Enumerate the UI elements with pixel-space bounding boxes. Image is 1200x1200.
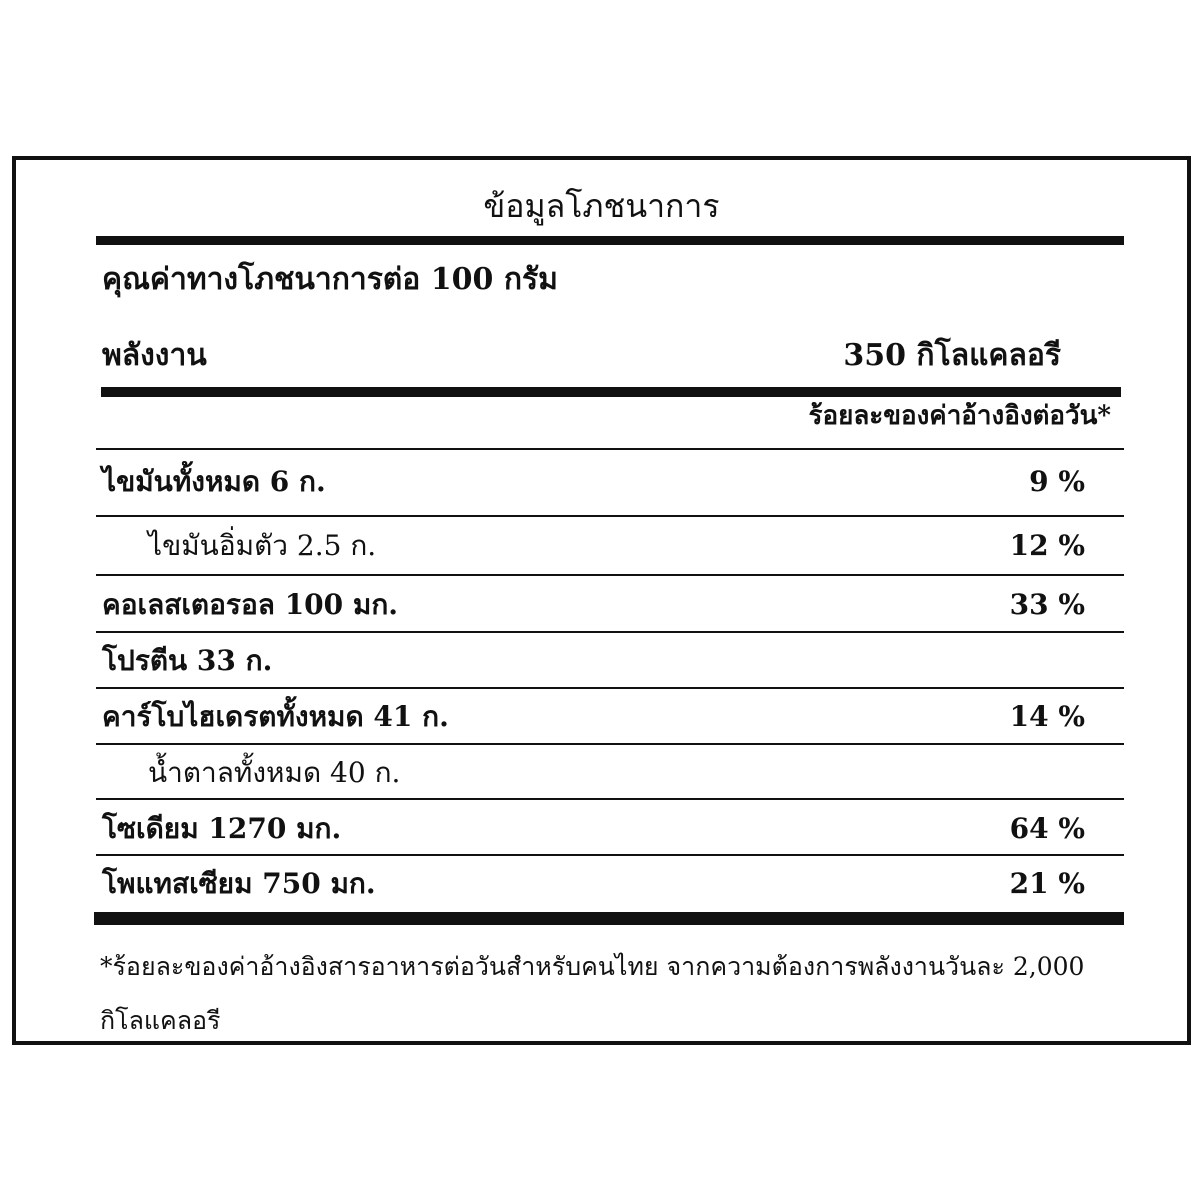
dv-total-fat: 9 %: [1029, 465, 1085, 498]
nutrient-protein: โปรตีน 33 ก.: [102, 644, 273, 677]
row-divider: [96, 798, 1124, 800]
dv-sodium: 64 %: [1009, 812, 1085, 845]
row-divider: [96, 448, 1124, 450]
footnote: *ร้อยละของค่าอ้างอิงสารอาหารต่อวันสำหรับคนไทย จากความต้องการพลังงานวันละ 2,000 กิโลแคลอรี: [100, 952, 1085, 1035]
nutrition-label: [12, 156, 1191, 1045]
dv-saturated-fat: 12 %: [1009, 529, 1085, 562]
row-divider: [96, 631, 1124, 633]
nutrient-saturated-fat: ไขมันอิ่มตัว 2.5 ก.: [148, 529, 377, 562]
row-divider: [96, 687, 1124, 689]
serving-size: คุณค่าทางโภชนาการต่อ 100 กรัม: [102, 262, 558, 297]
dv-total-carbohydrate: 14 %: [1009, 700, 1085, 733]
row-divider: [96, 574, 1124, 576]
nutrient-sodium: โซเดียม 1270 มก.: [102, 812, 342, 845]
row-divider: [96, 515, 1124, 517]
nutrient-total-carbohydrate: คาร์โบไฮเดรตทั้งหมด 41 ก.: [102, 700, 449, 733]
nutrient-total-sugars: น้ำตาลทั้งหมด 40 ก.: [148, 756, 401, 789]
energy-value: 350 กิโลแคลอรี: [843, 338, 1061, 373]
dv-potassium: 21 %: [1009, 867, 1085, 900]
thick-divider-bottom: [94, 912, 1124, 925]
thick-divider-top: [96, 236, 1124, 245]
nutrient-cholesterol: คอเลสเตอรอล 100 มก.: [102, 588, 399, 621]
daily-value-header: ร้อยละของค่าอ้างอิงต่อวัน*: [808, 401, 1111, 431]
label-title: ข้อมูลโภชนาการ: [483, 187, 720, 225]
row-divider: [96, 743, 1124, 745]
nutrient-potassium: โพแทสเซียม 750 มก.: [102, 867, 376, 900]
row-divider: [96, 854, 1124, 856]
dv-cholesterol: 33 %: [1009, 588, 1085, 621]
nutrient-total-fat: ไขมันทั้งหมด 6 ก.: [102, 465, 326, 498]
energy-label: พลังงาน: [102, 338, 207, 373]
